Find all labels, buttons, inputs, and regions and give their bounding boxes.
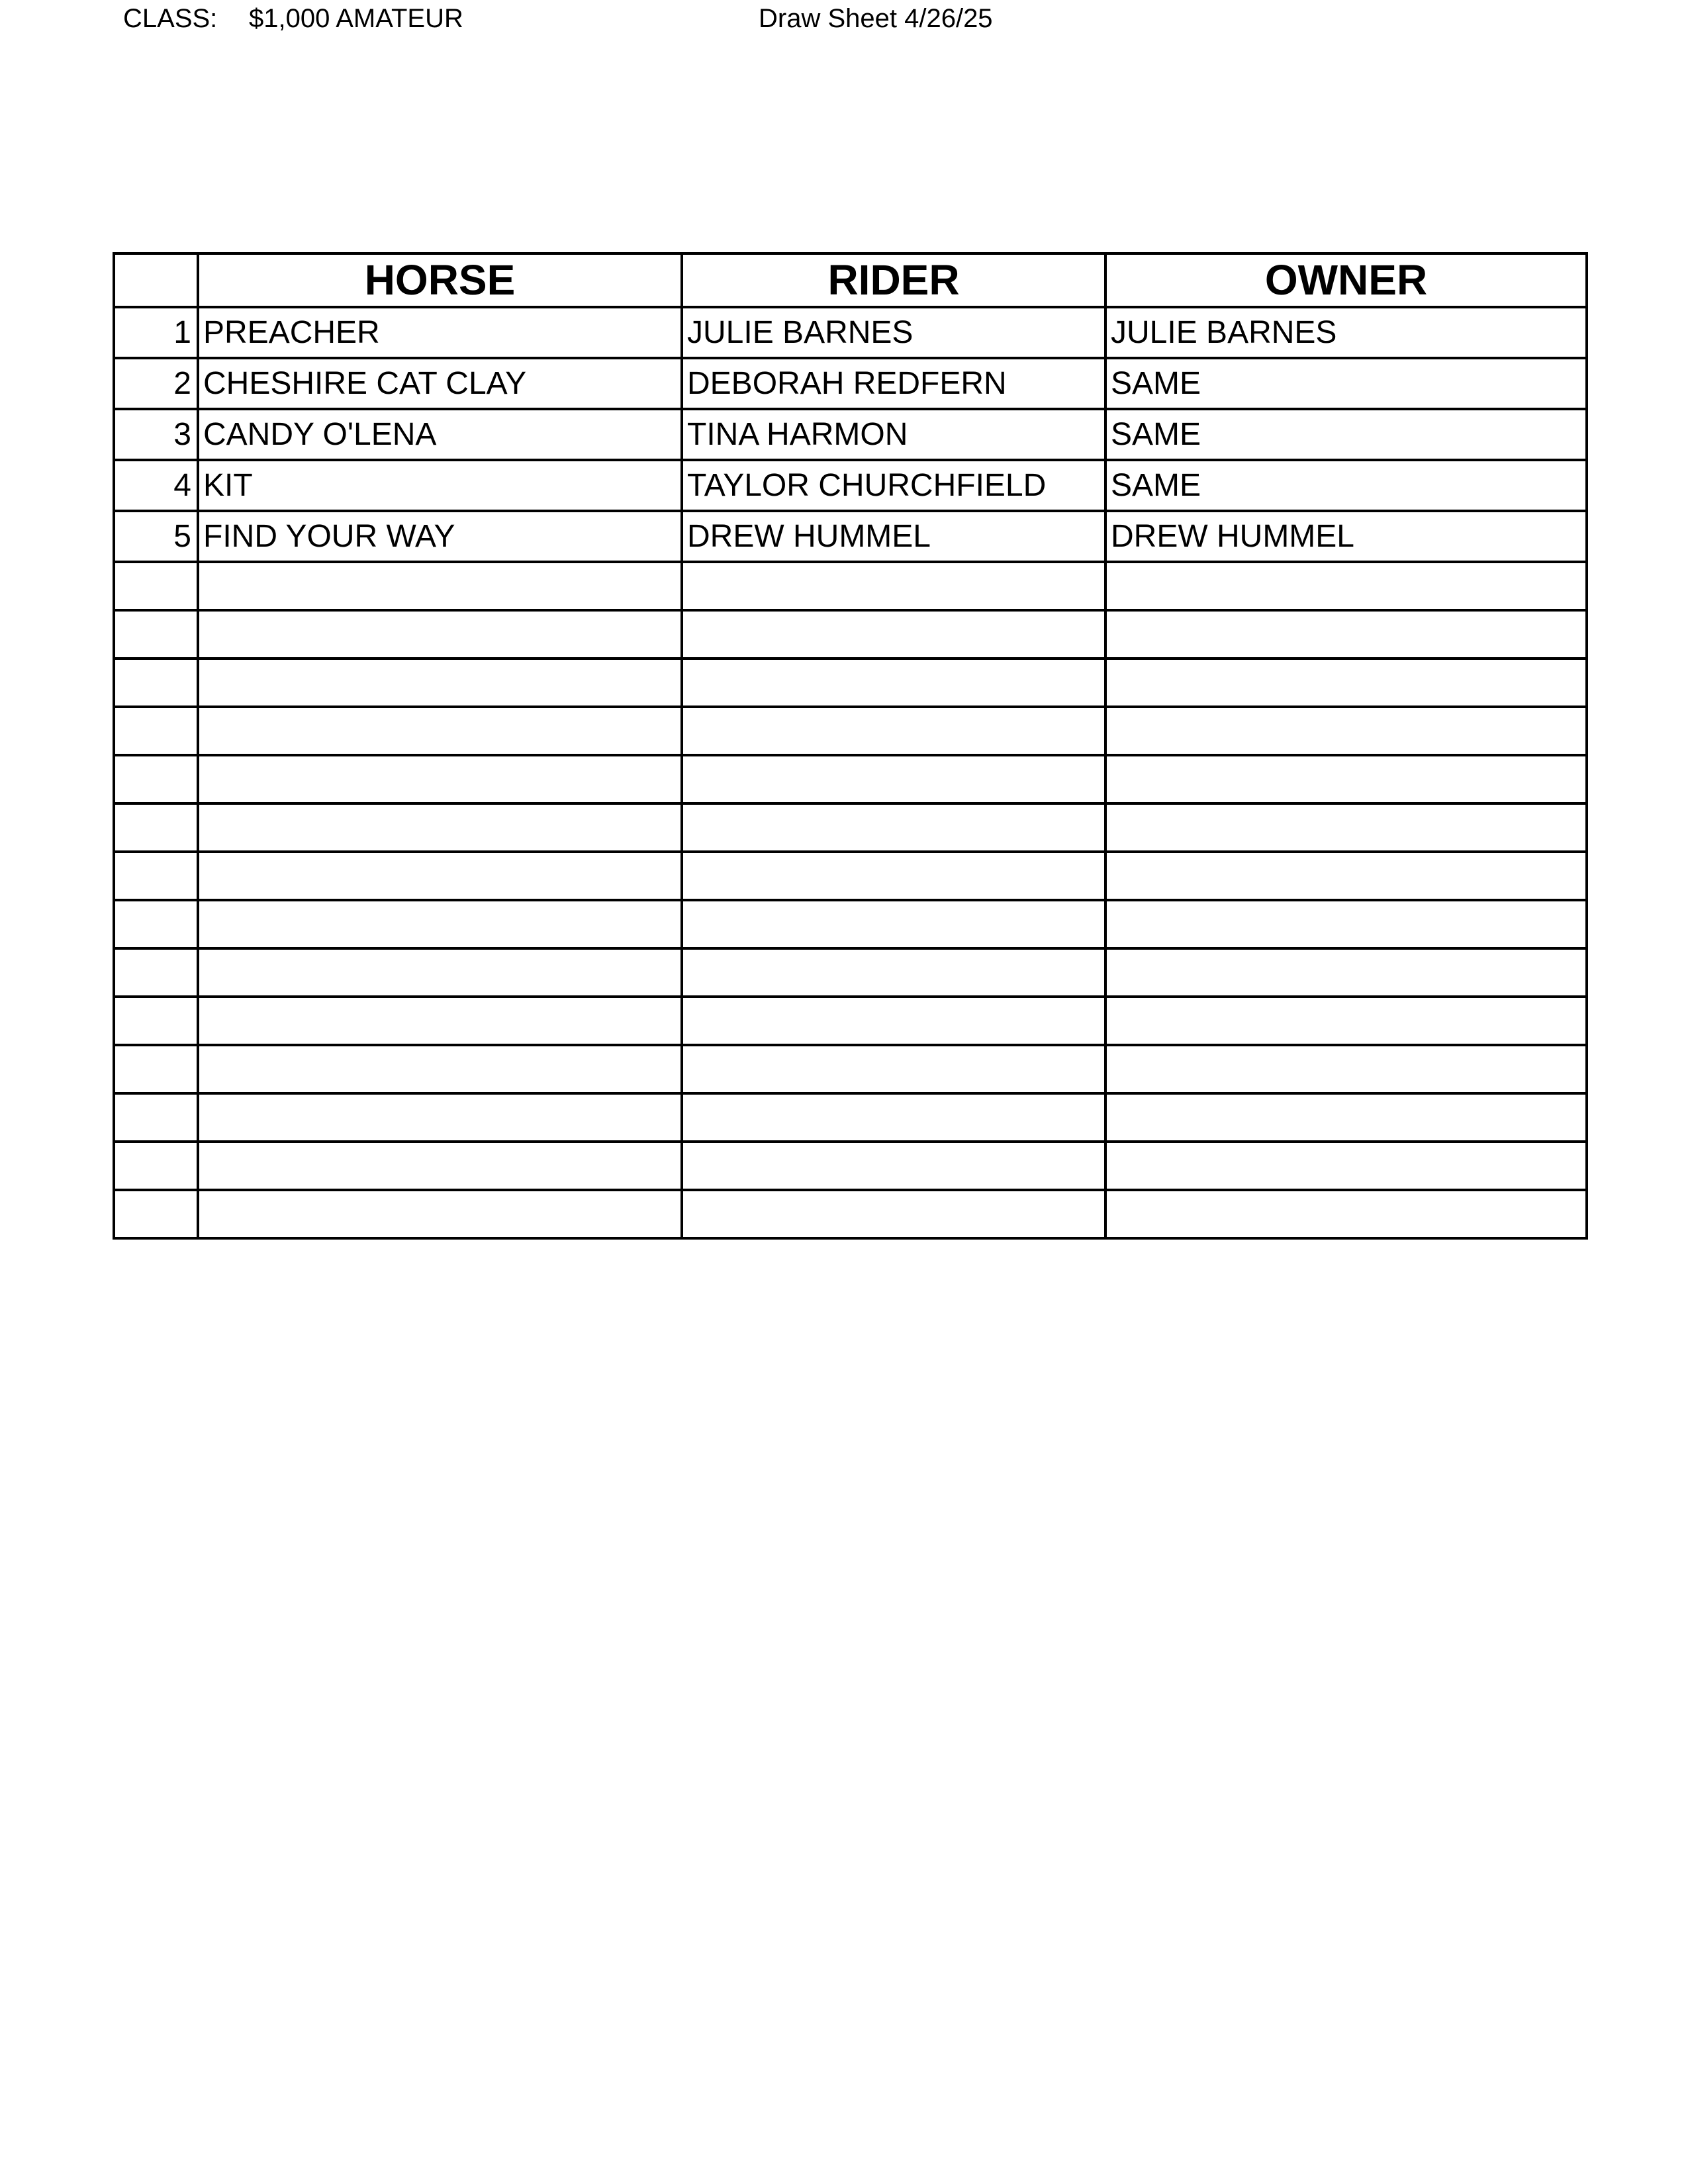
- horse-cell: KIT: [198, 460, 682, 511]
- draw-number-cell: [114, 1190, 198, 1238]
- table-row: [114, 997, 1587, 1045]
- table-row: [114, 852, 1587, 900]
- draw-number-cell: [114, 803, 198, 852]
- horse-cell: [198, 707, 682, 755]
- table-row: [114, 562, 1587, 610]
- horse-cell: PREACHER: [198, 307, 682, 358]
- draw-number-cell: [114, 562, 198, 610]
- draw-number-cell: 4: [114, 460, 198, 511]
- draw-number-cell: [114, 707, 198, 755]
- draw-number-cell: [114, 997, 198, 1045]
- horse-cell: [198, 900, 682, 948]
- horse-cell: [198, 1142, 682, 1190]
- table-body: [114, 307, 1587, 1238]
- owner-cell: SAME: [1105, 358, 1587, 409]
- draw-sheet-title: Draw Sheet 4/26/25: [759, 4, 993, 33]
- rider-cell: [682, 1093, 1105, 1142]
- table-row: [114, 1190, 1587, 1238]
- draw-number-cell: [114, 1142, 198, 1190]
- rider-cell: DREW HUMMEL: [682, 511, 1105, 562]
- owner-cell: [1105, 852, 1587, 900]
- column-header-owner: OWNER: [1105, 253, 1587, 307]
- rider-cell: [682, 1142, 1105, 1190]
- horse-cell: FIND YOUR WAY: [198, 511, 682, 562]
- draw-number-cell: 2: [114, 358, 198, 409]
- column-header-horse: HORSE: [198, 253, 682, 307]
- owner-cell: DREW HUMMEL: [1105, 511, 1587, 562]
- column-header-rider: RIDER: [682, 253, 1105, 307]
- table-row: [114, 610, 1587, 659]
- table-row: [114, 900, 1587, 948]
- table-row: [114, 409, 1587, 460]
- table-row: [114, 1142, 1587, 1190]
- page-header: [0, 0, 1688, 40]
- owner-cell: [1105, 948, 1587, 997]
- rider-cell: TINA HARMON: [682, 409, 1105, 460]
- table-row: [114, 307, 1587, 358]
- rider-cell: [682, 659, 1105, 707]
- table-header-row: [114, 253, 1587, 307]
- draw-number-cell: 1: [114, 307, 198, 358]
- table-row: [114, 1045, 1587, 1093]
- draw-table: [113, 252, 1588, 1240]
- owner-cell: SAME: [1105, 460, 1587, 511]
- column-header-number: [114, 253, 198, 307]
- owner-cell: [1105, 1093, 1587, 1142]
- horse-cell: [198, 803, 682, 852]
- horse-cell: [198, 1093, 682, 1142]
- rider-cell: [682, 900, 1105, 948]
- rider-cell: [682, 803, 1105, 852]
- rider-cell: [682, 755, 1105, 803]
- table-row: [114, 511, 1587, 562]
- owner-cell: [1105, 1190, 1587, 1238]
- horse-cell: [198, 755, 682, 803]
- owner-cell: [1105, 707, 1587, 755]
- table-row: [114, 358, 1587, 409]
- rider-cell: [682, 948, 1105, 997]
- owner-cell: [1105, 997, 1587, 1045]
- horse-cell: [198, 997, 682, 1045]
- owner-cell: [1105, 610, 1587, 659]
- horse-cell: CHESHIRE CAT CLAY: [198, 358, 682, 409]
- table-row: [114, 803, 1587, 852]
- draw-number-cell: [114, 852, 198, 900]
- rider-cell: [682, 707, 1105, 755]
- horse-cell: [198, 562, 682, 610]
- rider-cell: [682, 610, 1105, 659]
- draw-number-cell: 5: [114, 511, 198, 562]
- horse-cell: [198, 1045, 682, 1093]
- draw-number-cell: [114, 610, 198, 659]
- owner-cell: [1105, 1142, 1587, 1190]
- class-value: $1,000 AMATEUR: [249, 4, 463, 33]
- draw-number-cell: [114, 1093, 198, 1142]
- horse-cell: [198, 1190, 682, 1238]
- owner-cell: [1105, 900, 1587, 948]
- rider-cell: [682, 1045, 1105, 1093]
- horse-cell: [198, 659, 682, 707]
- draw-number-cell: [114, 659, 198, 707]
- draw-number-cell: [114, 948, 198, 997]
- horse-cell: [198, 852, 682, 900]
- table-row: [114, 460, 1587, 511]
- rider-cell: [682, 1190, 1105, 1238]
- rider-cell: [682, 562, 1105, 610]
- owner-cell: [1105, 659, 1587, 707]
- table-row: [114, 707, 1587, 755]
- table-row: [114, 948, 1587, 997]
- draw-number-cell: [114, 900, 198, 948]
- table-row: [114, 755, 1587, 803]
- rider-cell: JULIE BARNES: [682, 307, 1105, 358]
- rider-cell: [682, 997, 1105, 1045]
- rider-cell: [682, 852, 1105, 900]
- owner-cell: [1105, 1045, 1587, 1093]
- class-label: CLASS:: [123, 4, 218, 33]
- owner-cell: JULIE BARNES: [1105, 307, 1587, 358]
- owner-cell: [1105, 803, 1587, 852]
- horse-cell: [198, 610, 682, 659]
- rider-cell: TAYLOR CHURCHFIELD: [682, 460, 1105, 511]
- horse-cell: CANDY O'LENA: [198, 409, 682, 460]
- table-row: [114, 659, 1587, 707]
- owner-cell: [1105, 562, 1587, 610]
- draw-number-cell: [114, 1045, 198, 1093]
- draw-number-cell: 3: [114, 409, 198, 460]
- owner-cell: [1105, 755, 1587, 803]
- horse-cell: [198, 948, 682, 997]
- rider-cell: DEBORAH REDFERN: [682, 358, 1105, 409]
- owner-cell: SAME: [1105, 409, 1587, 460]
- draw-number-cell: [114, 755, 198, 803]
- table-row: [114, 1093, 1587, 1142]
